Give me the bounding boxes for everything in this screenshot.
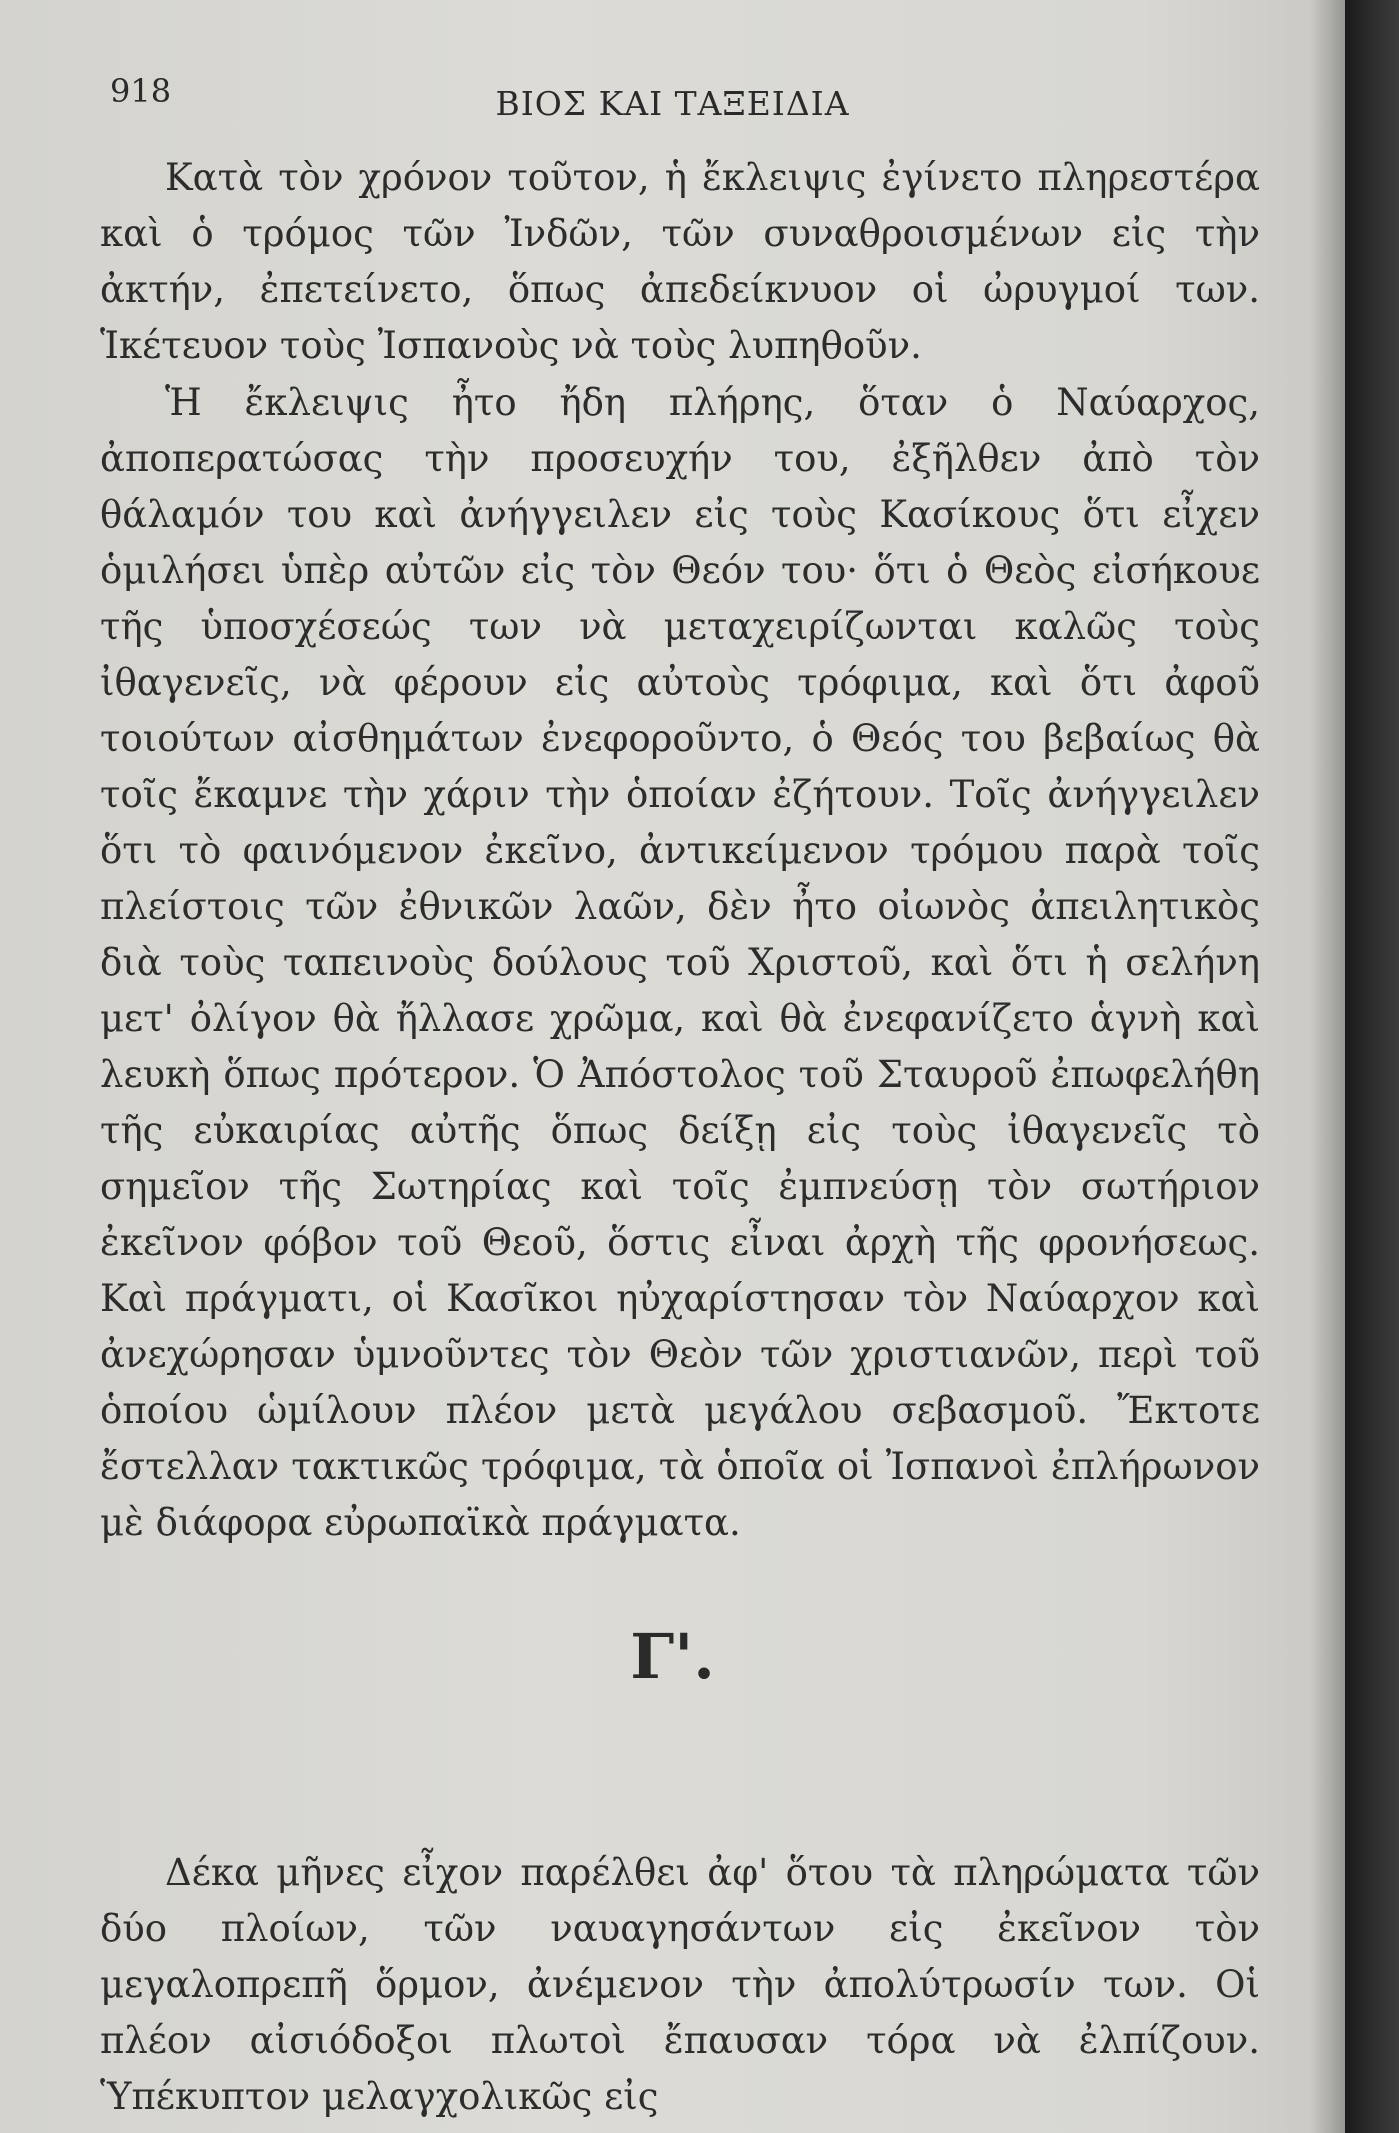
section-heading: Γ'.: [630, 1620, 715, 1693]
paragraph-1: Κατὰ τὸν χρόνον τοῦτον, ἡ ἔκλειψις ἐγίνετο πληρεστέρα καὶ ὁ τρόμος τῶν Ἰνδῶν, τῶν συναθροισμένων εἰς τὴν ἀκτήν, ἐπετείνετο, ὅπως ἀπεδείκνυον οἱ ὠρυγμοί των. Ἱκέτευον τοὺς Ἰσπανοὺς νὰ τοὺς λυπηθοῦν.: [100, 156, 1260, 367]
book-spine: [1345, 0, 1399, 2133]
paragraph-3: Δέκα μῆνες εἶχον παρέλθει ἀφ' ὅτου τὰ πληρώματα τῶν δύο πλοίων, τῶν ναυαγησάντων εἰς ἐκεῖνον τὸν μεγαλοπρεπῆ ὅρμον, ἀνέμενον τὴν ἀπολύτρωσίν των. Οἱ πλέον αἰσιόδοξοι πλωτοὶ ἔπαυσαν τόρα νὰ ἐλπίζουν. Ὑπέκυπτον μελαγχολικῶς εἰς: [100, 1851, 1260, 2118]
page-number: 918: [110, 72, 172, 110]
gutter-shadow: [1310, 0, 1345, 2133]
running-head: ΒΙΟΣ ΚΑΙ ΤΑΞΕΙΔΙΑ: [495, 84, 850, 123]
paragraph-2: Ἡ ἔκλειψις ἦτο ἤδη πλήρης, ὅταν ὁ Ναύαρχος, ἀποπερατώσας τὴν προσευχήν του, ἐξῆλθεν ἀπὸ τὸν θάλαμόν του καὶ ἀνήγγειλεν εἰς τοὺς Κασίκους ὅτι εἶχεν ὁμιλήσει ὑπὲρ αὐτῶν εἰς τὸν Θεόν του· ὅτι ὁ Θεὸς εἰσήκουε τῆς ὑποσχέσεώς των νὰ μεταχειρίζωνται καλῶς τοὺς ἰθαγενεῖς, νὰ φέρουν εἰς αὐτοὺς τρόφιμα, καὶ ὅτι ἀφοῦ τοιούτων αἰσθημάτων ἐνεφοροῦντο, ὁ Θεός του βεβαίως θὰ τοῖς ἔκαμνε τὴν χάριν τὴν ὁποίαν ἐζήτουν. Τοῖς ἀνήγγειλεν ὅτι τὸ φαινόμενον ἐκεῖνο, ἀντικείμενον τρόμου παρὰ τοῖς πλείστοις τῶν ἐθνικῶν λαῶν, δὲν ἦτο οἰωνὸς ἀπειλητικὸς διὰ τοὺς ταπεινοὺς δούλους τοῦ Χριστοῦ, καὶ ὅτι ἡ σελήνη μετ' ὀλίγον θὰ ἤλλασε χρῶμα, καὶ θὰ ἐνεφανίζετο ἁγνὴ καὶ λευκὴ ὅπως πρότερον. Ὁ Ἀπόστολος τοῦ Σταυροῦ ἐπωφελήθη τῆς εὐκαιρίας αὐτῆς ὅπως δείξῃ εἰς τοὺς ἰθαγενεῖς τὸ σημεῖον τῆς Σωτηρίας καὶ τοῖς ἐμπνεύσῃ τὸν σωτήριον ἐκεῖνον φόβον τοῦ Θεοῦ, ὅστις εἶναι ἀρχὴ τῆς φρονήσεως. Καὶ πράγματι, οἱ Κασῖκοι ηὐχαρίστησαν τὸν Ναύαρχον καὶ ἀνεχώρησαν ὑμνοῦντες τὸν Θεὸν τῶν χριστιανῶν, περὶ τοῦ ὁποίου ὡμίλουν πλέον μετὰ μεγάλου σεβασμοῦ. Ἔκτοτε ἔστελλαν τακτικῶς τρόφιμα, τὰ ὁποῖα οἱ Ἰσπανοὶ ἐπλήρωνον μὲ διάφορα εὐρωπαϊκὰ πράγματα.: [100, 381, 1260, 1544]
